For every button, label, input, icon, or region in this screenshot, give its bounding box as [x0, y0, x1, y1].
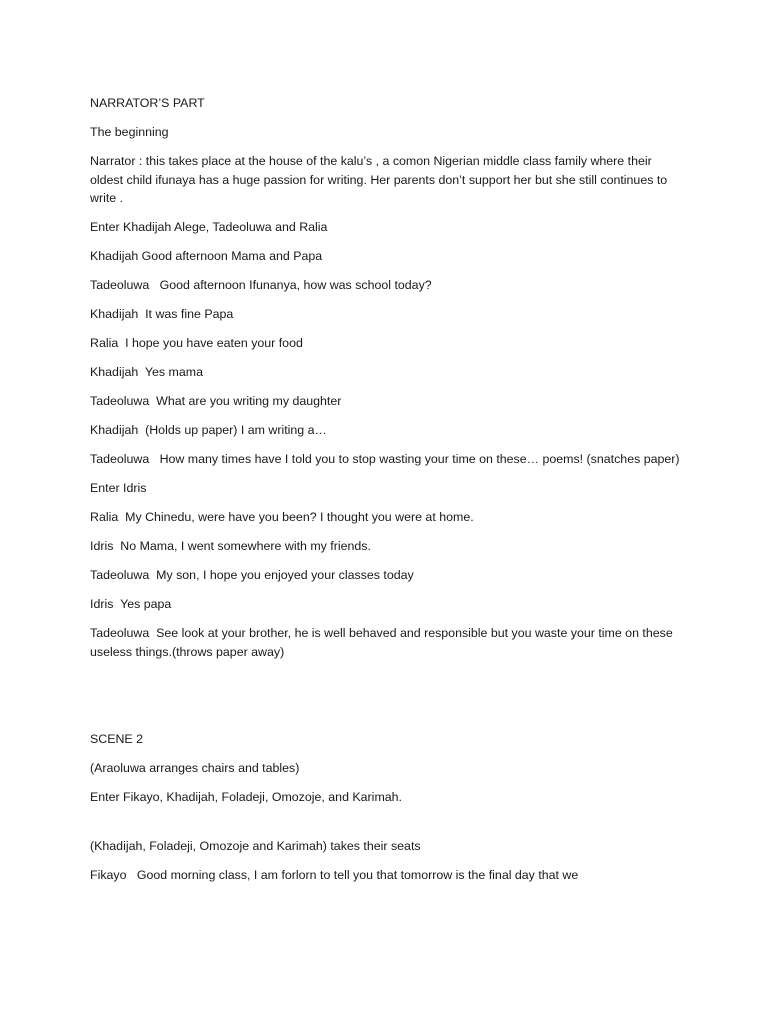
script-line: Tadeoluwa See look at your brother, he is well behaved and responsible but you waste your time on these useless things.(throws paper away): [90, 626, 677, 659]
script-line: Ralia My Chinedu, were have you been? I thought you were at home.: [90, 510, 474, 524]
script-line: Idris No Mama, I went somewhere with my friends.: [90, 539, 371, 553]
script-line: Tadeoluwa My son, I hope you enjoyed your classes today: [90, 568, 414, 582]
script-line: Enter Idris: [90, 481, 147, 495]
script-line: (Araoluwa arranges chairs and tables): [90, 760, 300, 775]
section-spacer: [90, 672, 680, 730]
script-line: Tadeoluwa Good afternoon Ifunanya, how was school today?: [90, 278, 432, 292]
script-line: (Khadijah, Foladeji, Omozoje and Karimah) takes their seats: [90, 838, 421, 853]
script-line: Fikayo Good morning class, I am forlorn to tell you that tomorrow is the final day that we: [90, 867, 579, 882]
script-line: Khadijah Good afternoon Mama and Papa: [90, 249, 323, 263]
script-line: Enter Khadijah Alege, Tadeoluwa and Ralia: [90, 220, 328, 234]
narration-paragraph: Narrator : this takes place at the house of the kalu’s , a comon Nigerian middle class family where their oldest child ifunaya has a huge passion for writing. Her parents don’t support her but she still continues to write .: [90, 154, 671, 205]
scene-2-heading: SCENE 2: [90, 731, 144, 746]
paragraph-spacer: [90, 817, 680, 837]
scene-1-dialogue: [90, 218, 680, 661]
script-line: Ralia I hope you have eaten your food: [90, 336, 303, 350]
script-line: Khadijah It was fine Papa: [90, 307, 234, 321]
document-heading: NARRATOR’S PART: [90, 96, 205, 110]
script-line: Tadeoluwa How many times have I told you to stop wasting your time on these… poems! (snatches paper): [90, 452, 680, 466]
script-document: [90, 94, 680, 895]
script-line: Idris Yes papa: [90, 597, 172, 611]
script-line: Enter Fikayo, Khadijah, Foladeji, Omozoje, and Karimah.: [90, 789, 402, 804]
script-line: Khadijah Yes mama: [90, 365, 203, 379]
scene-2-dialogue: [90, 759, 680, 885]
script-line: Khadijah (Holds up paper) I am writing a…: [90, 423, 327, 437]
document-subheading: The beginning: [90, 125, 169, 139]
script-line: Tadeoluwa What are you writing my daughter: [90, 394, 342, 408]
